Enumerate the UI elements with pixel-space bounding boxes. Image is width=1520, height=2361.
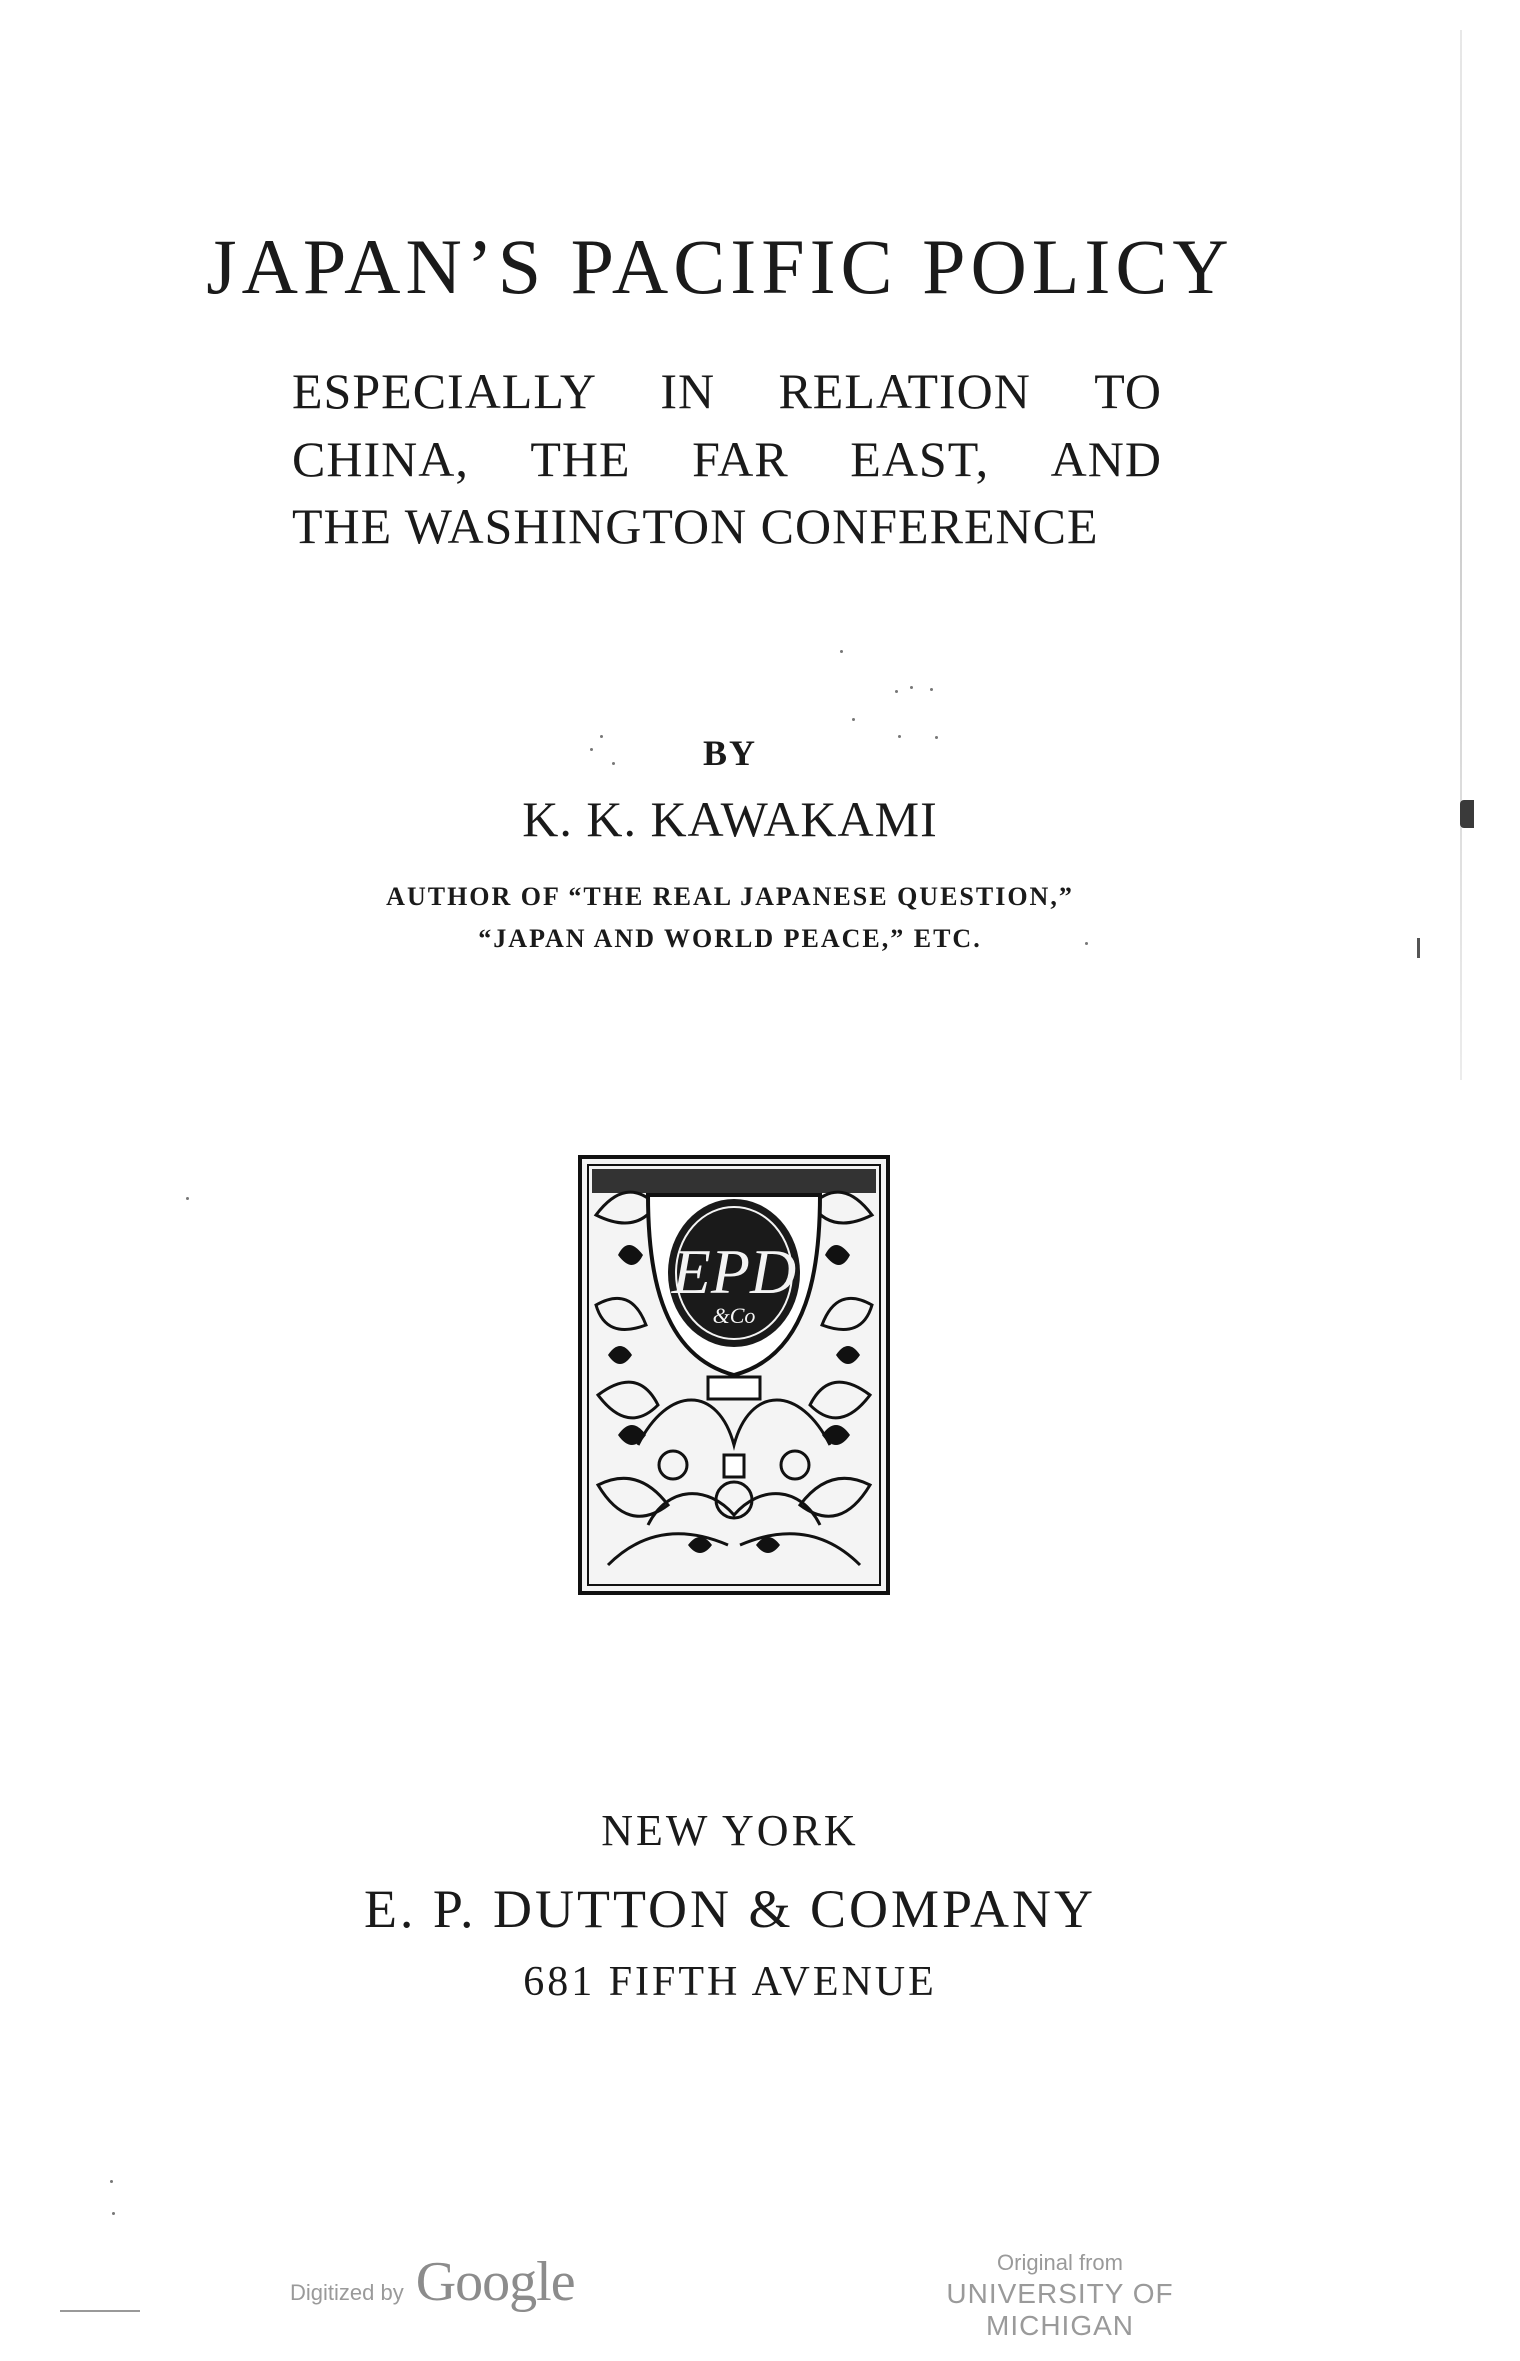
subtitle-word: TO <box>1094 363 1162 419</box>
svg-text:EPD: EPD <box>671 1236 797 1307</box>
publisher-device-icon <box>578 1155 890 1595</box>
svg-text:&Co: &Co <box>712 1303 756 1328</box>
subtitle-line-3: THE WASHINGTON CONFERENCE <box>292 498 1099 554</box>
original-label: Original from <box>997 2250 1123 2275</box>
stray-speck <box>112 2212 115 2215</box>
subtitle-word: CHINA, <box>292 431 469 487</box>
stray-speck <box>110 2180 113 2183</box>
stray-speck <box>910 686 913 689</box>
stray-speck <box>895 690 898 693</box>
subtitle-word: ESPECIALLY <box>292 363 597 419</box>
google-logo-icon: Google <box>415 2251 575 2313</box>
subtitle-word: AND <box>1050 431 1162 487</box>
imprint-city: NEW YORK <box>601 1806 859 1855</box>
page-edge <box>1460 30 1462 1080</box>
author-name: K. K. KAWAKAMI <box>522 791 938 847</box>
original-from-watermark <box>880 2250 1240 2342</box>
stray-speck <box>60 2310 140 2312</box>
by-label: BY <box>702 733 757 773</box>
subtitle-word: FAR <box>692 431 789 487</box>
imprint-publisher: E. P. DUTTON & COMPANY <box>363 1879 1097 1939</box>
subtitle-word: IN <box>660 363 716 419</box>
subtitle-word: EAST, <box>850 431 990 487</box>
author-works-line-2: “JAPAN AND WORLD PEACE,” ETC. <box>478 924 982 953</box>
author-works-line-1: AUTHOR OF “THE REAL JAPANESE QUESTION,” <box>386 882 1074 911</box>
stray-speck <box>852 718 855 721</box>
page-edge-mark <box>1460 800 1474 828</box>
subtitle-word: THE <box>530 431 631 487</box>
digitized-by-watermark <box>290 2250 575 2314</box>
imprint-address: 681 FIFTH AVENUE <box>523 1959 937 2005</box>
original-source: UNIVERSITY OF MICHIGAN <box>946 2278 1174 2341</box>
stray-speck <box>840 650 843 653</box>
subtitle-line-2 <box>292 430 1162 488</box>
digitized-label: Digitized by <box>290 2280 404 2305</box>
book-title: JAPAN’S PACIFIC POLICY <box>206 223 1234 311</box>
subtitle-line-1 <box>292 362 1162 420</box>
subtitle-word: RELATION <box>778 363 1031 419</box>
stray-speck <box>186 1197 189 1200</box>
stray-speck <box>930 688 933 691</box>
